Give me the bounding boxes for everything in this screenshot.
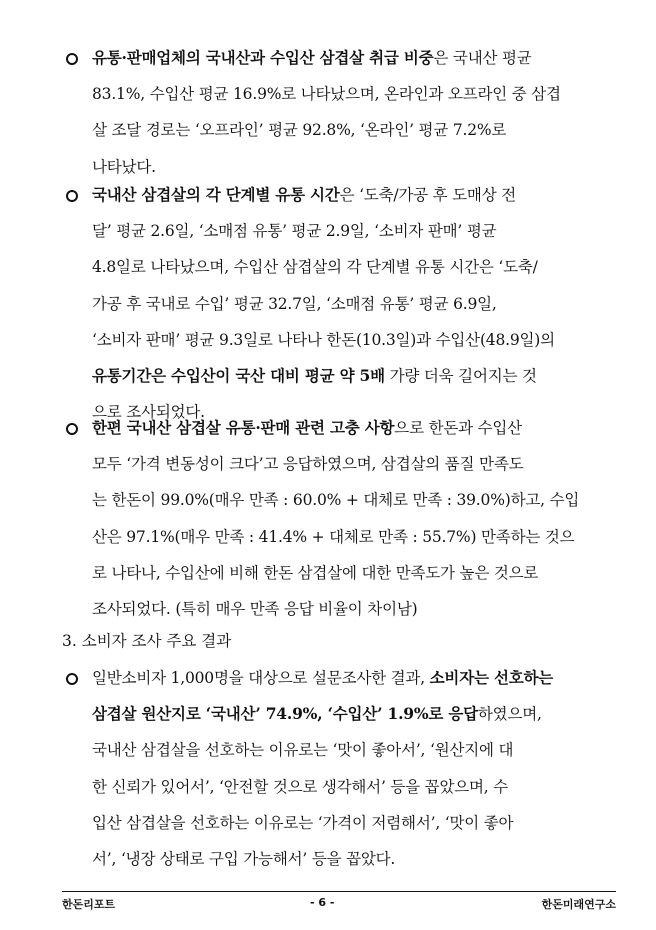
body-text: 83.1%, 수입산 평균 16.9%로 나타났으며, 온라인과 오프라인 중 삼겹 [92, 85, 561, 104]
text-line [62, 841, 612, 877]
body-text: ‘소비자 판매’ 평균 9.3일로 나타나 한돈(10.3일)과 수입산(48.9일)의 [92, 330, 555, 349]
text-line [62, 805, 612, 841]
body-text: 4.8일로 나타났으며, 수입산 삼겹살의 각 단계별 유통 시간은 ‘도축/ [92, 258, 538, 277]
bullet-circle-icon [66, 190, 78, 202]
body-text: 서’, ‘냉장 상태로 구입 가능해서’ 등을 꼽았다. [92, 850, 396, 869]
body-text: 살 조달 경로는 ‘오프라인’ 평균 92.8%, ‘온라인’ 평균 7.2%로 [92, 121, 507, 140]
text-line [62, 322, 612, 358]
bullet-circle-icon [66, 673, 78, 685]
text-line [62, 112, 612, 148]
text-line [62, 249, 612, 285]
emphasis-text: 삼겹살 원산지로 ‘국내산’ 74.9%, ‘수입산’ 1.9%로 응답 [92, 704, 478, 724]
body-text: 모두 ‘가격 변동성이 크다’고 응답하였으며, 삼겹살의 품질 만족도 [92, 455, 524, 474]
text-line [62, 358, 612, 394]
body-text: 는 한돈이 99.0%(매우 만족 : 60.0% + 대체로 만족 : 39.0%)하고, 수입 [92, 491, 580, 510]
body-text: 은 국내산 평균 [433, 49, 532, 67]
text-line [62, 40, 612, 76]
body-text: 한 신뢰가 있어서’, ‘안전할 것으로 생각해서’ 등을 꼽았으며, 수 [92, 777, 509, 796]
body-text: 로 나타나, 수입산에 비해 한돈 삼겹살에 대한 만족도가 높은 것으로 [92, 563, 539, 582]
emphasis-text: 유통기간은 수입산이 국산 대비 평균 약 5배 [92, 366, 385, 386]
text-line [62, 660, 612, 696]
text-line [62, 555, 612, 591]
footer-rule [62, 891, 616, 892]
body-text: 국내산 삼겹살을 선호하는 이유로는 ‘맛이 좋아서’, ‘원산지에 대 [92, 741, 514, 760]
text-line [62, 696, 612, 732]
emphasis-text: 소비자는 선호하는 [429, 668, 554, 687]
text-line [62, 591, 612, 627]
body-text: 나타났다. [92, 157, 156, 176]
text-line [62, 177, 612, 213]
emphasis-text: 한편 국내산 삼겹살 유통·판매 관련 고충 사항 [92, 418, 395, 437]
bullet-circle-icon [66, 423, 78, 435]
text-line [62, 410, 612, 446]
body-text: 으로 한돈과 수입산 [394, 419, 522, 437]
emphasis-text: 유통·판매업체의 국내산과 수입산 삼겹살 취급 비중 [92, 48, 434, 67]
page-number: - 6 - [310, 896, 335, 909]
bullet-distribution-share [62, 40, 612, 185]
text-line [62, 446, 612, 482]
body-text: 으로 조사되었다. [92, 403, 205, 422]
bullet-circle-icon [66, 53, 78, 65]
body-text: 일반소비자 1,000명을 대상으로 설문조사한 결과, [92, 669, 430, 687]
body-text: 가량 더욱 길어지는 것 [384, 367, 537, 386]
body-text: 입산 삼겹살을 선호하는 이유로는 ‘가격이 저렴해서’, ‘맛이 좋아 [92, 813, 514, 832]
bullet-distribution-time [62, 177, 612, 430]
body-text: 하였으며, [477, 705, 542, 724]
text-line [62, 732, 612, 768]
footer-right: 한돈미래연구소 [541, 898, 616, 911]
text-line [62, 482, 612, 518]
body-text: 산은 97.1%(매우 만족 : 41.4% + 대체로 만족 : 55.7%) 만족하는 것으 [92, 527, 575, 546]
text-line [62, 519, 612, 555]
footer-left: 한돈리포트 [62, 898, 116, 911]
body-text: 달’ 평균 2.6일, ‘소매점 유통’ 평균 2.9일, ‘소비자 판매’ 평균 [92, 222, 497, 241]
bullet-consumer-survey [62, 660, 612, 877]
emphasis-text: 국내산 삼겹살의 각 단계별 유통 시간 [92, 185, 340, 204]
body-text: 가공 후 국내로 수입’ 평균 32.7일, ‘소매점 유통’ 평균 6.9일, [92, 294, 497, 313]
text-line [62, 769, 612, 805]
body-text: 은 ‘도축/가공 후 도매상 전 [339, 186, 516, 204]
text-line [62, 286, 612, 322]
text-line [62, 213, 612, 249]
bullet-difficulties [62, 410, 612, 627]
body-text: 조사되었다. (특히 매우 만족 응답 비율이 차이남) [92, 600, 418, 619]
text-line [62, 76, 612, 112]
section-title: 3. 소비자 조사 주요 결과 [62, 632, 232, 650]
